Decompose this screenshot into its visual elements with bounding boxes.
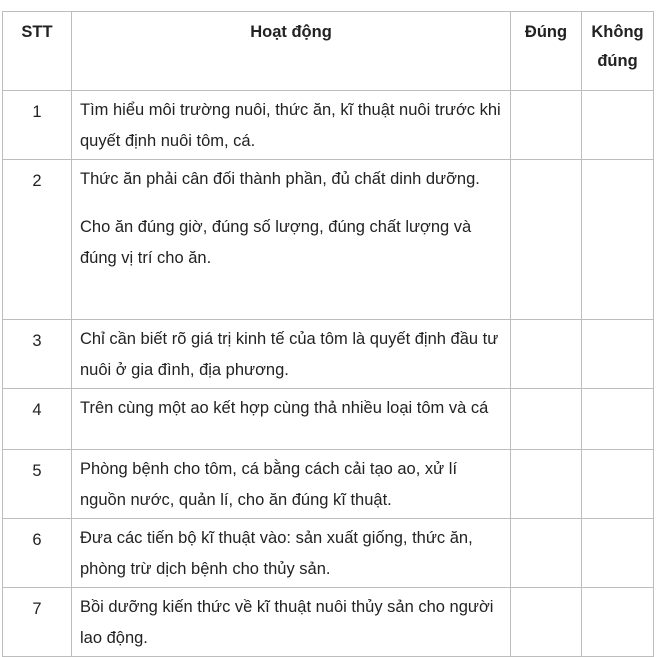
table-row (3, 320, 654, 389)
row-activity (72, 389, 511, 450)
row-number: 1 (3, 91, 72, 160)
row-number: 2 (3, 160, 72, 320)
activity-text: Phòng bệnh cho tôm, cá bằng cách cải tạo ao, xử lí nguồn nước, quản lí, cho ăn đúng kĩ thuật. (80, 460, 458, 509)
table-row (3, 450, 654, 519)
activity-text: Cho ăn đúng giờ, đúng số lượng, đúng chất lượng và đúng vị trí cho ăn. (80, 218, 472, 267)
incorrect-cell (582, 450, 654, 519)
row-activity (72, 160, 511, 320)
correct-cell (511, 91, 582, 160)
table-row (3, 91, 654, 160)
correct-cell (511, 320, 582, 389)
header-stt: STT (3, 12, 72, 91)
activity-text: Bồi dưỡng kiến thức về kĩ thuật nuôi thủy sản cho người lao động. (80, 598, 494, 647)
incorrect-cell (582, 588, 654, 657)
correct-cell (511, 160, 582, 320)
activity-text: Tìm hiểu môi trường nuôi, thức ăn, kĩ thuật nuôi trước khi quyết định nuôi tôm, cá. (80, 101, 501, 150)
row-number: 4 (3, 389, 72, 450)
row-activity (72, 450, 511, 519)
correct-cell (511, 588, 582, 657)
row-number: 6 (3, 519, 72, 588)
correct-cell (511, 519, 582, 588)
row-number: 7 (3, 588, 72, 657)
row-number: 3 (3, 320, 72, 389)
row-activity (72, 588, 511, 657)
correct-cell (511, 389, 582, 450)
table-row (3, 588, 654, 657)
row-activity (72, 320, 511, 389)
activity-text: Thức ăn phải cân đối thành phần, đủ chất dinh dưỡng. (80, 170, 480, 188)
activity-table (2, 11, 654, 657)
incorrect-cell (582, 519, 654, 588)
table-row (3, 160, 654, 320)
row-number: 5 (3, 450, 72, 519)
incorrect-cell (582, 389, 654, 450)
activity-text: Chỉ cần biết rõ giá trị kinh tế của tôm là quyết định đầu tư nuôi ở gia đình, địa phương. (80, 330, 499, 379)
header-incorrect: Không đúng (582, 12, 654, 91)
activity-text: Trên cùng một ao kết hợp cùng thả nhiều loại tôm và cá (80, 399, 489, 417)
correct-cell (511, 450, 582, 519)
row-activity (72, 91, 511, 160)
row-activity (72, 519, 511, 588)
incorrect-cell (582, 160, 654, 320)
incorrect-cell (582, 320, 654, 389)
header-activity: Hoạt động (72, 12, 511, 91)
table-row (3, 519, 654, 588)
header-row (3, 12, 654, 91)
incorrect-cell (582, 91, 654, 160)
header-correct: Đúng (511, 12, 582, 91)
table-row (3, 389, 654, 450)
activity-text: Đưa các tiến bộ kĩ thuật vào: sản xuất giống, thức ăn, phòng trừ dịch bệnh cho thủy sản. (80, 529, 473, 578)
